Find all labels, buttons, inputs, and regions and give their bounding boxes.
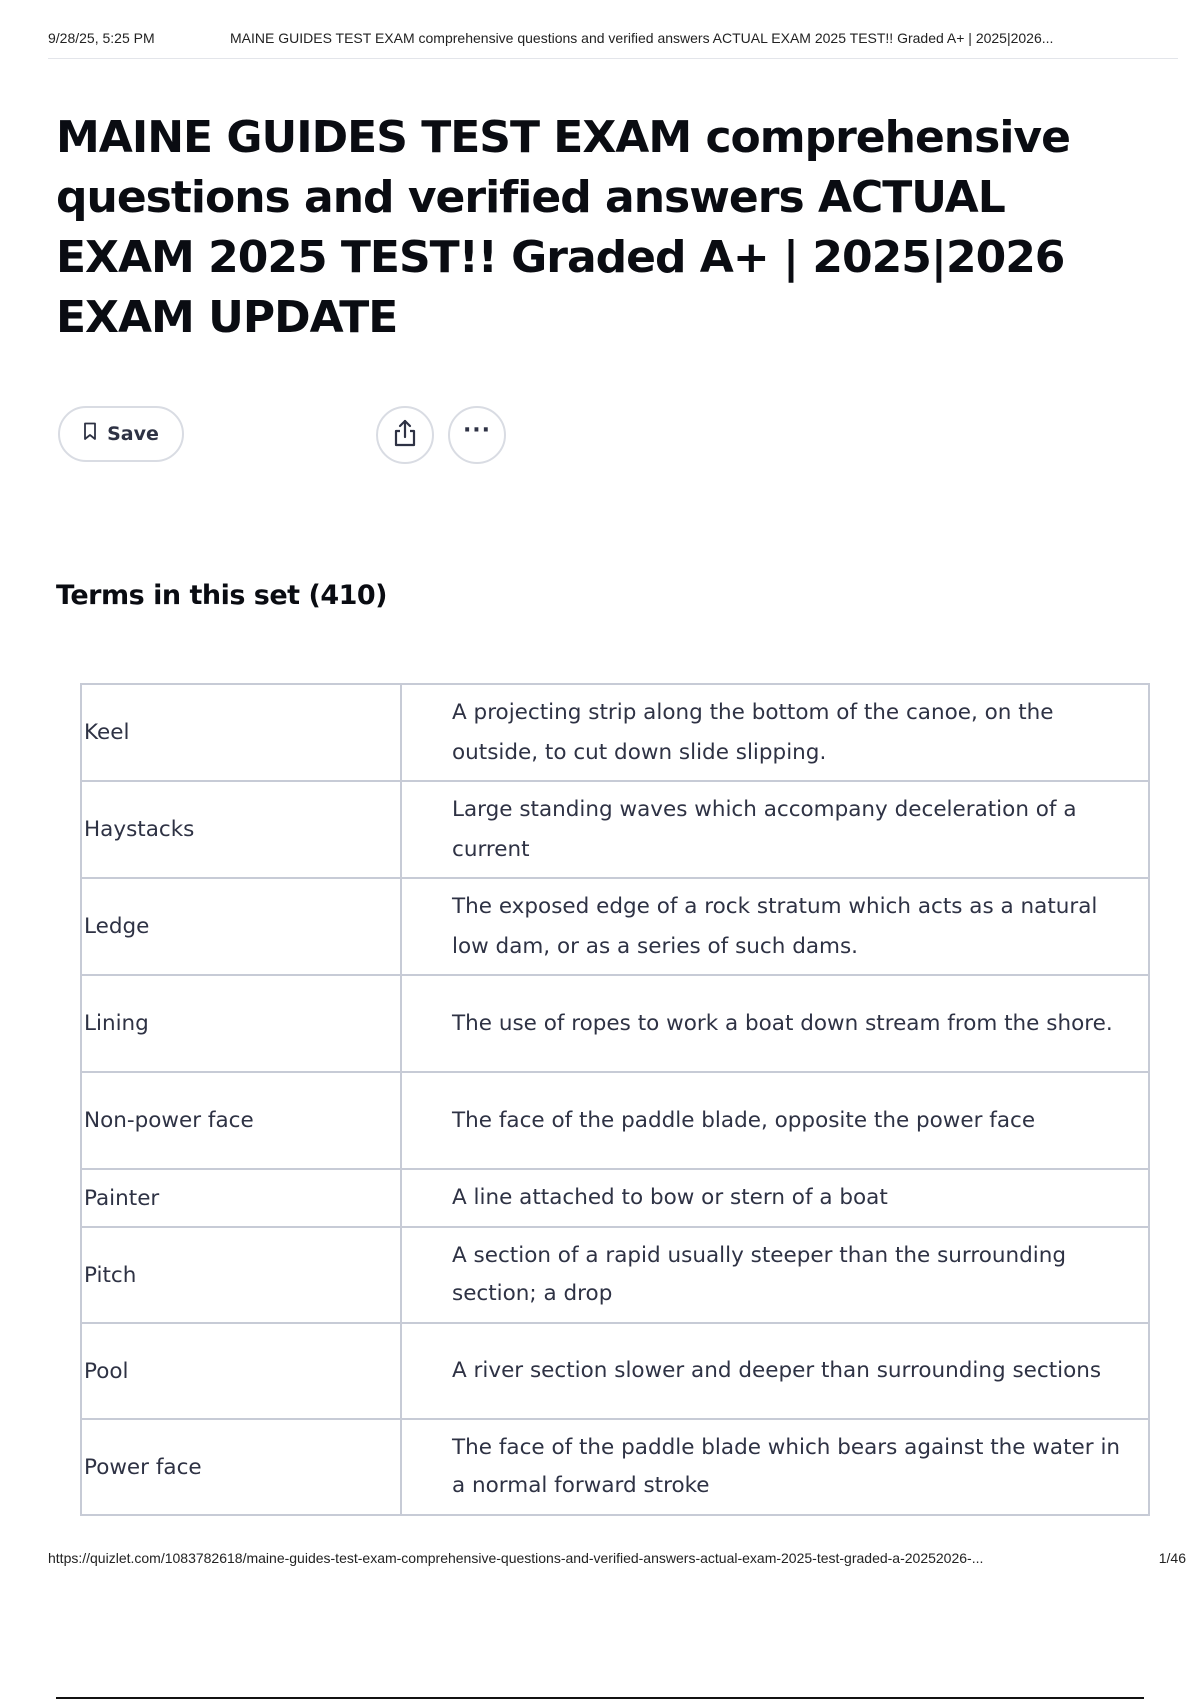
table-row — [81, 684, 1149, 781]
definition-cell: The use of ropes to work a boat down stream from the shore. — [401, 975, 1149, 1072]
table-row — [81, 878, 1149, 975]
print-url: https://quizlet.com/1083782618/maine-guides-test-exam-comprehensive-questions-and-verified-answers-actual-exam-2025-test-graded-a-20252026-... — [48, 1550, 984, 1566]
definition-cell: A section of a rapid usually steeper than the surrounding section; a drop — [401, 1227, 1149, 1323]
terms-heading: Terms in this set (410) — [56, 580, 388, 611]
print-document-title: MAINE GUIDES TEST EXAM comprehensive questions and verified answers ACTUAL EXAM 2025 TEST!! Graded A+ | 2025|2026... — [230, 30, 1054, 46]
more-icon: ··· — [462, 418, 492, 443]
table-row — [81, 975, 1149, 1072]
share-button[interactable] — [376, 406, 434, 464]
save-label: Save — [107, 423, 159, 445]
term-cell: Painter — [81, 1169, 401, 1227]
terms-table — [80, 683, 1150, 1516]
term-cell: Non-power face — [81, 1072, 401, 1169]
definition-cell: The exposed edge of a rock stratum which acts as a natural low dam, or as a series of such dams. — [401, 878, 1149, 975]
table-row — [81, 1169, 1149, 1227]
definition-cell: The face of the paddle blade which bears against the water in a normal forward stroke — [401, 1419, 1149, 1515]
table-row — [81, 1323, 1149, 1419]
save-button[interactable] — [58, 406, 184, 462]
term-cell: Keel — [81, 684, 401, 781]
term-cell: Ledge — [81, 878, 401, 975]
share-icon — [392, 418, 418, 453]
definition-cell: The face of the paddle blade, opposite the power face — [401, 1072, 1149, 1169]
definition-cell: A projecting strip along the bottom of the canoe, on the outside, to cut down slide slipping. — [401, 684, 1149, 781]
page-number: 1/46 — [1158, 1550, 1186, 1566]
term-cell: Pool — [81, 1323, 401, 1419]
definition-cell: A river section slower and deeper than surrounding sections — [401, 1323, 1149, 1419]
bookmark-icon — [83, 422, 97, 446]
more-button[interactable] — [448, 406, 506, 464]
table-row — [81, 1072, 1149, 1169]
table-row — [81, 1227, 1149, 1323]
print-header — [48, 30, 1178, 59]
term-cell: Haystacks — [81, 781, 401, 878]
definition-cell: A line attached to bow or stern of a boat — [401, 1169, 1149, 1227]
print-date: 9/28/25, 5:25 PM — [48, 30, 155, 46]
term-cell: Power face — [81, 1419, 401, 1515]
term-cell: Lining — [81, 975, 401, 1072]
table-row — [81, 781, 1149, 878]
table-row — [81, 1419, 1149, 1515]
page-divider — [56, 1697, 1144, 1699]
definition-cell: Large standing waves which accompany deceleration of a current — [401, 781, 1149, 878]
action-bar — [58, 406, 518, 466]
page-title: MAINE GUIDES TEST EXAM comprehensive questions and verified answers ACTUAL EXAM 2025 TEST!! Graded A+ | 2025|2026 EXAM UPDATE — [56, 112, 1070, 343]
term-cell: Pitch — [81, 1227, 401, 1323]
